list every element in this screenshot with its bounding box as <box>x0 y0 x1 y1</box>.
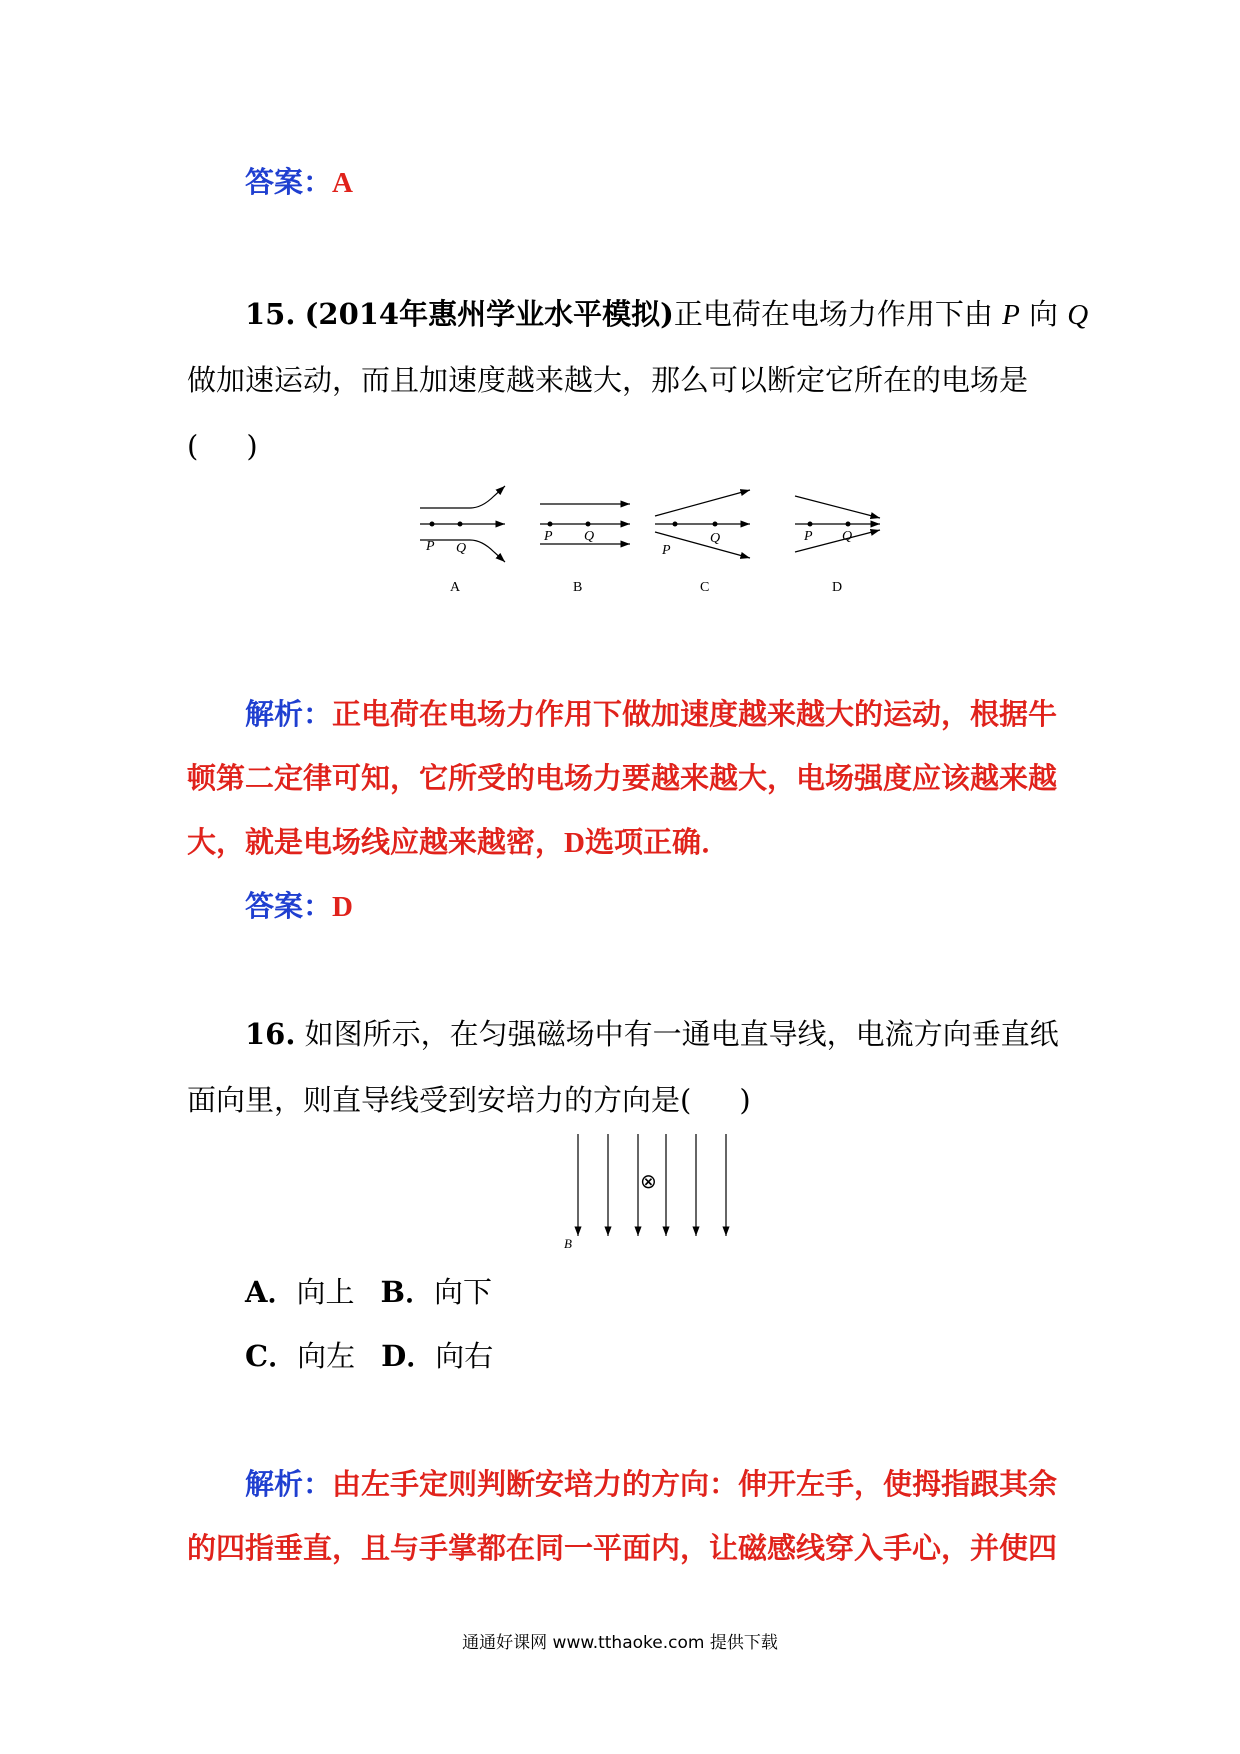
q15-line1 <box>245 296 1088 333</box>
point-p-label-b: P <box>544 529 553 544</box>
point-p-dot-a <box>430 522 435 527</box>
q15-dir: 向 <box>1029 297 1059 331</box>
q15-number: 15. <box>245 297 296 331</box>
q16-options-row1 <box>245 1274 492 1310</box>
point-p-dot-c <box>673 522 678 527</box>
analysis-label: 解析： <box>245 697 333 731</box>
footer: 通通好课网 www.tthaoke.com 提供下载 <box>462 1633 778 1653</box>
q16-options-row2 <box>245 1338 493 1374</box>
option-key: C． <box>245 1339 298 1373</box>
point-q-label-c: Q <box>710 531 721 546</box>
answer-label: 答案： <box>245 165 333 199</box>
answer-value: D <box>332 891 353 923</box>
point-p-dot-d <box>808 522 813 527</box>
q15-line3 <box>187 428 258 464</box>
point-q-dot-d <box>846 522 851 527</box>
q15-text1: 正电荷在电场力作用下由 <box>673 297 993 331</box>
option-key: D． <box>381 1339 436 1373</box>
q15-line2: 做加速运动，而且加速度越来越大，那么可以断定它所在的电场是 <box>187 363 1029 397</box>
q16-paren-close: ) <box>739 1083 751 1117</box>
q16-line2 <box>187 1082 751 1118</box>
option-key: A． <box>245 1275 297 1309</box>
option-c-label: C <box>700 580 710 595</box>
analysis-text: 正电荷在电场力作用下做加速度越来越大的运动，根据牛 <box>332 697 1058 731</box>
option-text: 向左 <box>297 1339 356 1373</box>
point-q-dot-b <box>586 522 591 527</box>
q15-answer <box>245 888 353 925</box>
analysis-text: 选项正确． <box>584 825 730 859</box>
option-text: 向下 <box>434 1275 493 1309</box>
current-into-page-icon: ⊗ <box>640 1169 657 1193</box>
q16-line1 <box>245 1016 1059 1052</box>
analysis-text: 由左手定则判断安培力的方向：伸开左手，使拇指跟其余 <box>332 1467 1058 1501</box>
option-d-label: D <box>832 580 843 595</box>
q16-text: 如图所示，在匀强磁场中有一通电直导线，电流方向垂直纸 <box>304 1017 1059 1051</box>
analysis-label: 解析： <box>245 1467 333 1501</box>
q16-analysis-line1 <box>245 1466 1057 1502</box>
option-a-label: A <box>450 580 461 595</box>
analysis-option: D <box>564 827 585 859</box>
q15-source: (2014年惠州学业水平模拟) <box>304 297 674 331</box>
point-q-dot-a <box>458 522 463 527</box>
analysis-text: 大，就是电场线应越来越密， <box>187 825 565 859</box>
field-label: B <box>564 1236 572 1250</box>
point-p-dot-b <box>548 522 553 527</box>
q16-figure <box>560 1130 740 1250</box>
q15-paren-close: ) <box>246 429 258 463</box>
option-b-label: B <box>573 580 583 595</box>
point-q-label-d: Q <box>842 529 853 544</box>
q15-analysis-line2: 顿第二定律可知，它所受的电场力要越来越大，电场强度应该越来越 <box>187 761 1058 795</box>
point-q-dot-c <box>713 522 718 527</box>
answer-label: 答案： <box>245 889 333 923</box>
q15-paren-open: ( <box>187 429 199 463</box>
q16-analysis-line2: 的四指垂直，且与手掌都在同一平面内，让磁感线穿入手心，并使四 <box>187 1531 1058 1565</box>
q16-text: 面向里，则直导线受到安培力的方向是( <box>187 1083 692 1117</box>
option-key: B． <box>380 1275 435 1309</box>
q15-analysis-line1 <box>245 696 1057 732</box>
point-p-label-d: P <box>804 529 813 544</box>
option-text: 向上 <box>296 1275 355 1309</box>
q15-p: P <box>1002 299 1020 331</box>
answer-prev <box>245 164 353 201</box>
point-p-label-a: P <box>426 539 435 554</box>
point-q-label-b: Q <box>584 529 595 544</box>
q15-analysis-line3 <box>187 824 730 861</box>
q16-number: 16. <box>245 1017 296 1051</box>
point-p-label-c: P <box>662 543 671 558</box>
q15-figure <box>410 484 890 600</box>
point-q-label-a: Q <box>456 541 467 556</box>
option-text: 向右 <box>435 1339 494 1373</box>
q15-q: Q <box>1067 299 1089 331</box>
answer-value: A <box>332 167 353 199</box>
